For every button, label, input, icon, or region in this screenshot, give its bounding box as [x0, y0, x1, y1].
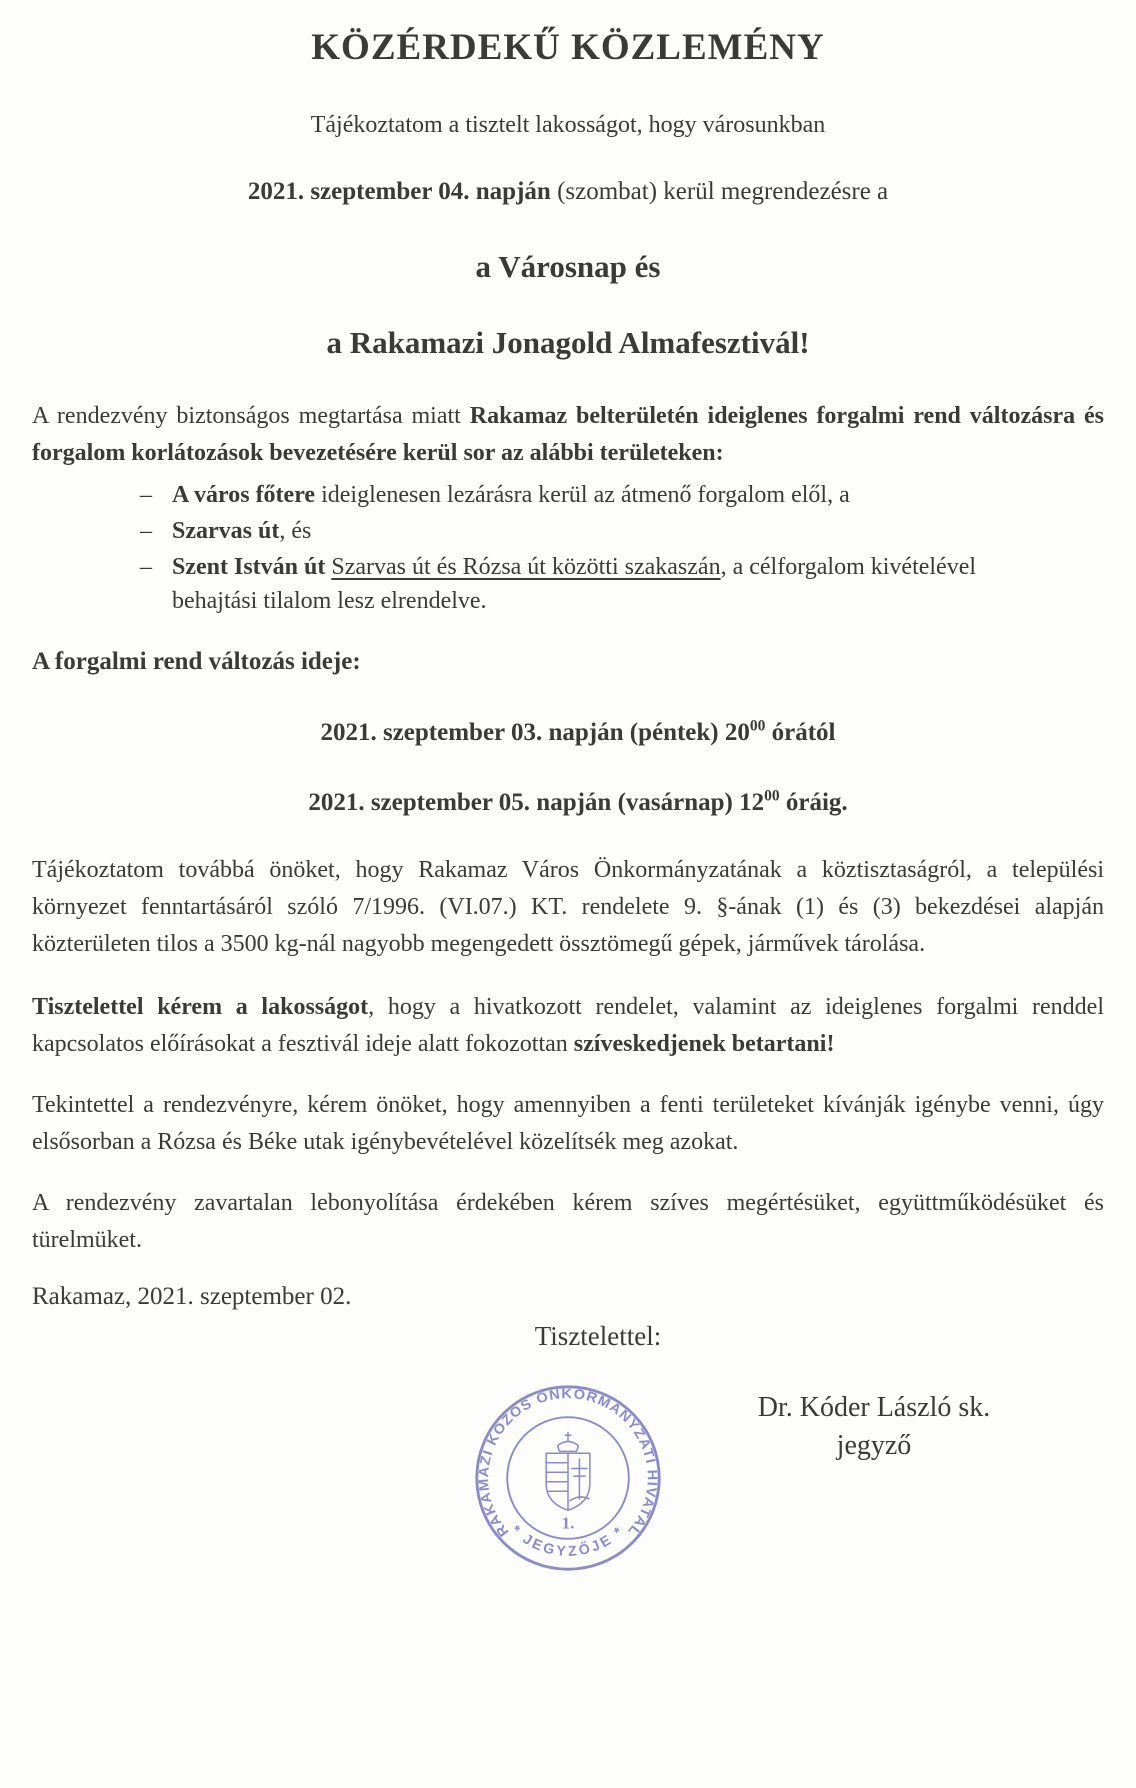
stamp-bottom-text: * JEGYZŐJE * [507, 1522, 629, 1561]
list-item [32, 550, 1104, 618]
closing-salutation: Tisztelettel: [534, 1321, 662, 1351]
list-item [32, 514, 1104, 548]
bullet-dash: – [140, 482, 152, 508]
paragraph-access-advice: Tekintettel a rendezvényre, kérem önöket, hogy amennyiben a fenti területeket kívánják igénybe venni, úgy elsősorban a Rózsa és Béke utak igénybevételével közelítsék meg azokat. [32, 1092, 1104, 1155]
schedule-start-line: 2021. szeptember 03. napján (péntek) $20^{00}$ órától [320, 717, 836, 746]
paragraph-traffic-restrictions: A rendezvény biztonságos megtartása miatt Rakamaz belterületén ideiglenes forgalmi rend változásra és forgalom korlátozások bevezetésére kerül sor az alábbi területeken: [32, 403, 1105, 466]
paragraph-regulation: Tájékoztatom továbbá önöket, hogy Rakamaz Város Önkormányzatának a köztisztaságról, a települési környezet fenntartásáról szóló 7/1996. (VI.07.) KT. rendelete 9. §-ának (1) és (3) bekezdései alapján közterületen tilos a 3500 kg-nál nagyobb megengedett össztömegű gépek, járművek tárolása. [32, 857, 1104, 957]
event-name-line-1: a Városnap és [475, 249, 661, 284]
list-item [32, 478, 1104, 512]
event-date-line: 2021. szeptember 04. napján (szombat) kerül megrendezésre a [247, 178, 889, 205]
place-and-date-line: Rakamaz, 2021. szeptember 02. [32, 1283, 352, 1310]
paragraph-compliance-request: Tisztelettel kérem a lakosságot, hogy a hivatkozott rendelet, valamint az ideiglenes forgalmi renddel kapcsolatos előírásokat a fesztivál ideje alatt fokozottan szíveskedjenek betartani! [32, 994, 1104, 1057]
list-item-text: A város főtere ideiglenesen lezárásra kerül az átmenő forgalom elől, a [172, 482, 850, 508]
intro-line: Tájékoztatom a tisztelt lakosságot, hogy városunkban [310, 112, 826, 138]
bullet-dash: – [140, 554, 152, 580]
signature-block [32, 1353, 1104, 1640]
list-item-text: Szarvas út, és [172, 518, 312, 544]
signatory [714, 1389, 1034, 1465]
paragraph-thanks: A rendezvény zavartalan lebonyolítása érdekében kérem szíves megértésüket, együttműködésüket és türelmüket. [32, 1190, 1104, 1253]
stamp-number: 1. [561, 1513, 575, 1533]
schedule-heading: A forgalmi rend változás ideje: [32, 648, 361, 675]
list-item-text: Szent István út Szarvas út és Rózsa út közötti szakaszán, a célforgalom kivételével behajtási tilalom lesz elrendelve. [172, 554, 977, 614]
schedule-end-line: 2021. szeptember 05. napján (vasárnap) $12^{00}$ óráig. [308, 787, 848, 816]
notice-title: KÖZÉRDEKŰ KÖZLEMÉNY [311, 27, 825, 68]
restricted-areas-list [32, 478, 1104, 618]
event-name-line-2: a Rakamazi Jonagold Almafesztivál! [326, 325, 810, 360]
stamp-ring-text: RAKAMAZI KÖZÖS ÖNKORMÁNYZATI HIVATAL [476, 1386, 660, 1540]
official-seal-stamp-icon [473, 1383, 663, 1573]
signatory-name: Dr. Kóder László sk. [757, 1392, 991, 1423]
coat-of-arms-icon [546, 1432, 590, 1510]
signatory-title: jegyző [836, 1430, 912, 1461]
bullet-dash: – [140, 518, 152, 544]
